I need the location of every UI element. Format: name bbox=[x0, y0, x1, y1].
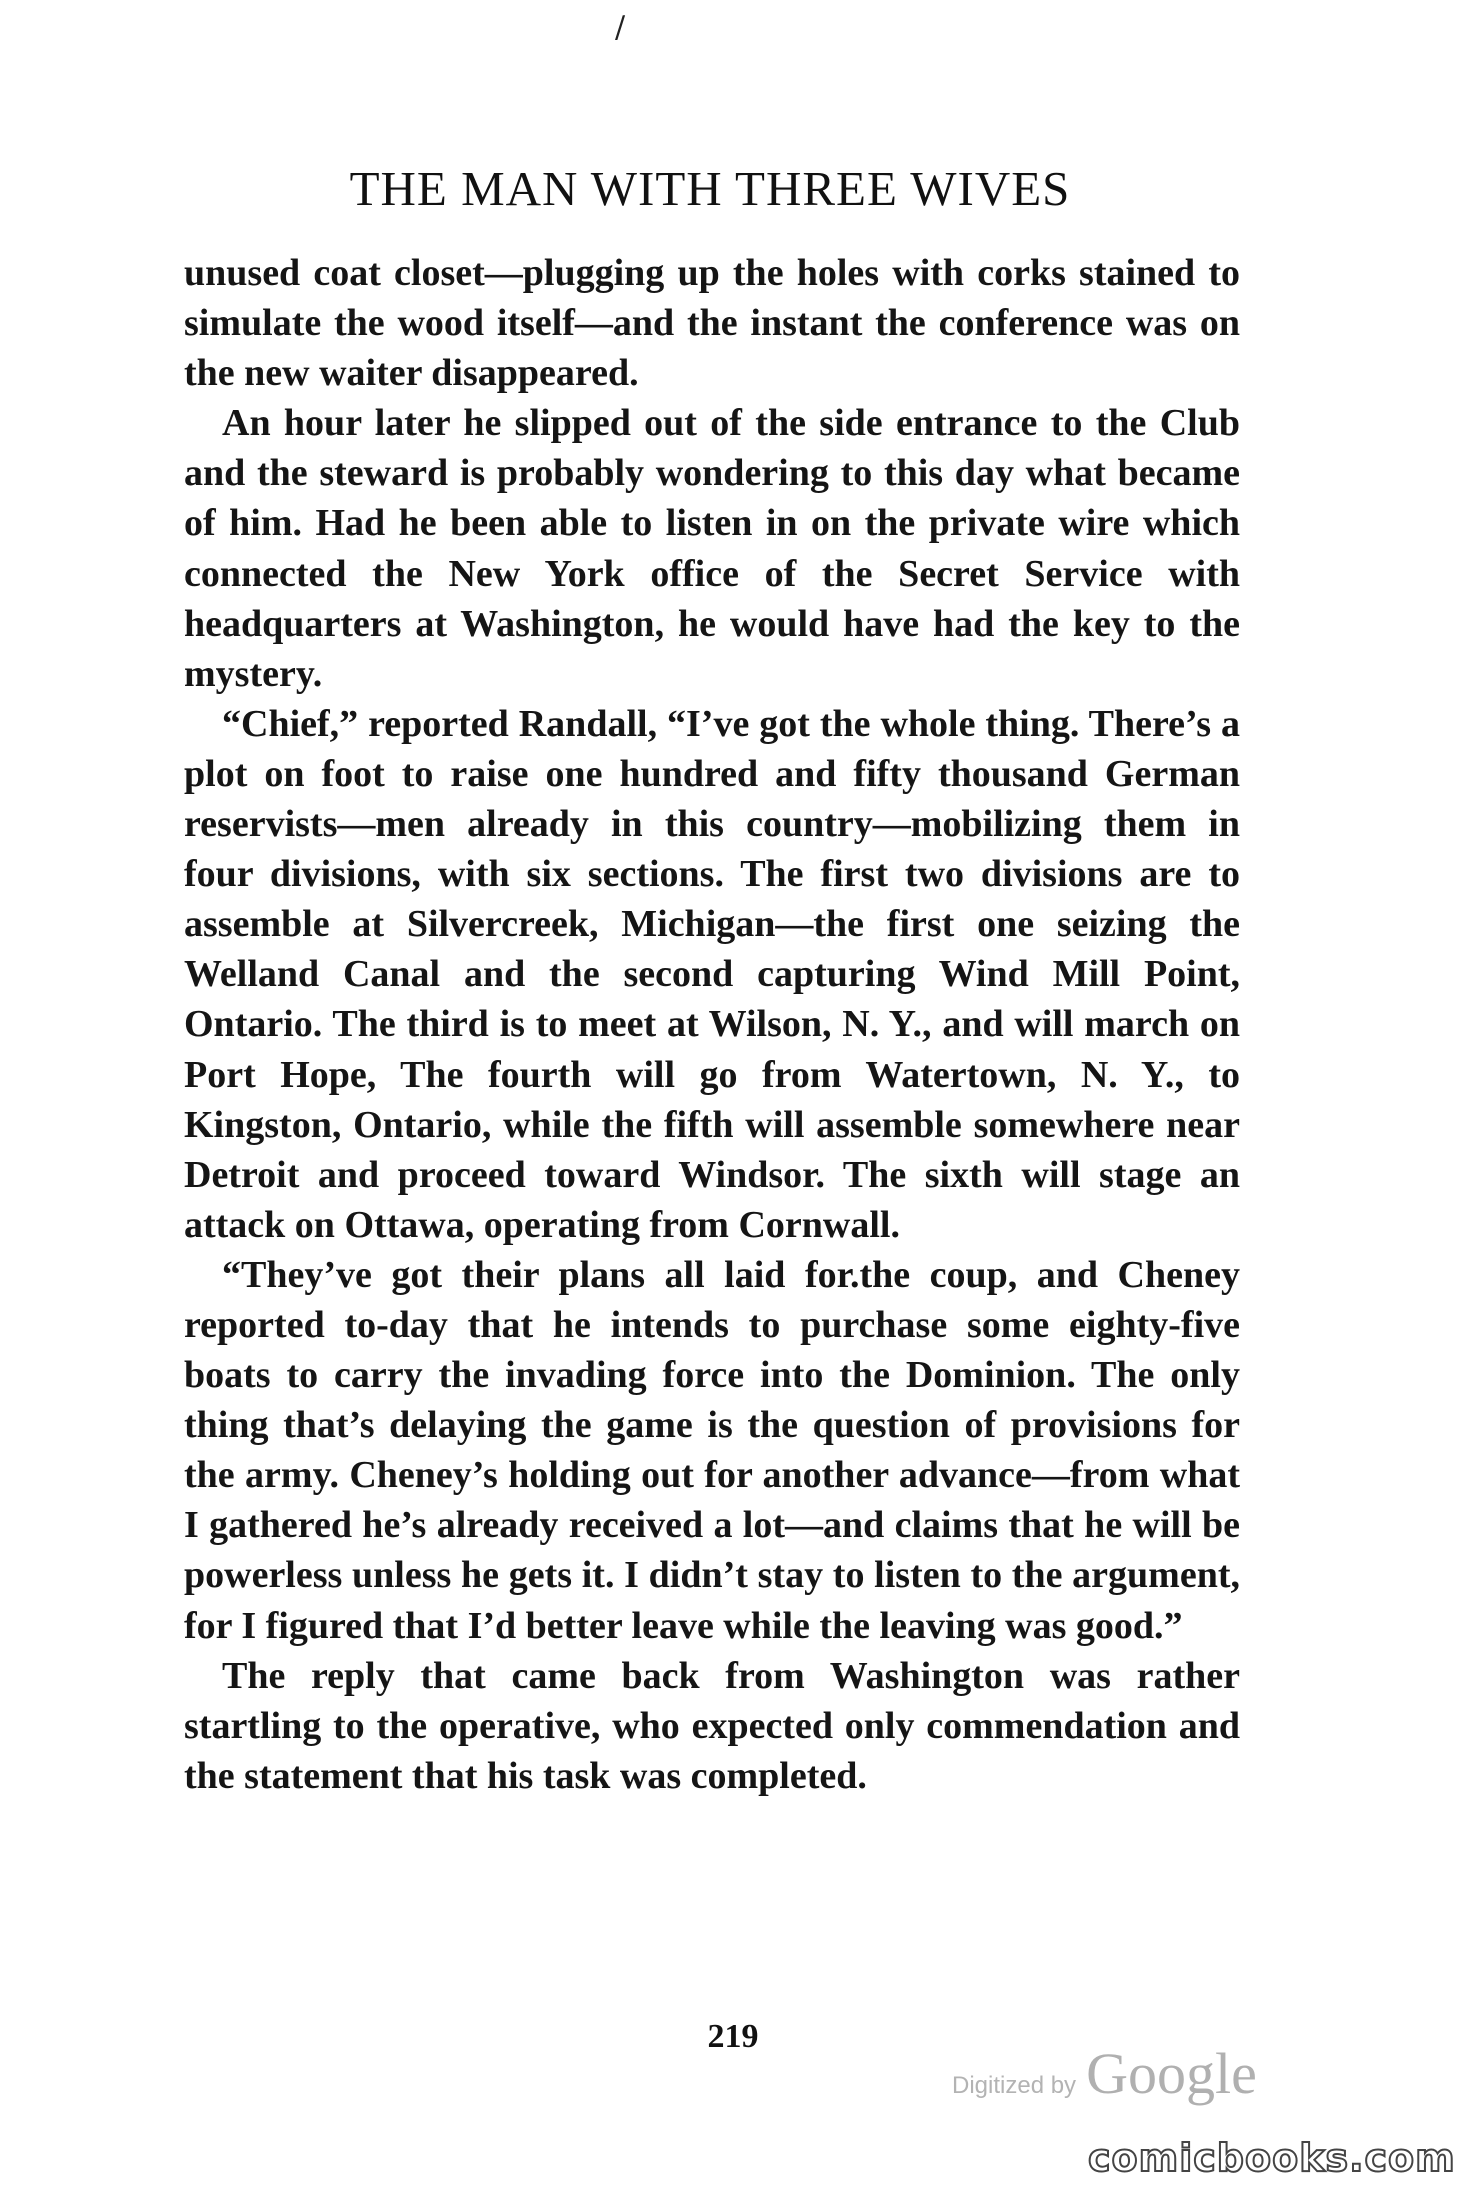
running-head: THE MAN WITH THREE WIVES bbox=[349, 161, 1071, 216]
digitized-label: Digitized by bbox=[952, 2072, 1077, 2099]
page-number: 219 bbox=[707, 2018, 759, 2055]
paragraph-1: unused coat closet—plugging up the holes with corks stained to simulate the wood itself—and the instant the conference was on the new waiter disappeared. bbox=[184, 252, 1240, 395]
body-text bbox=[184, 248, 1240, 1801]
digitized-by-google-mark bbox=[952, 2040, 1257, 2107]
paragraph-5: The reply that came back from Washington was rather startling to the operative, who expected only commendation and the statement that his task was completed. bbox=[184, 1654, 1240, 1797]
stray-ink-mark: / bbox=[615, 10, 626, 45]
google-logo-text: Google bbox=[1086, 2041, 1257, 2106]
paragraph-4: “They’ve got their plans all laid for.the coup, and Cheney reported to-day that he intends to purchase some eighty-five boats to carry the invading force into the Dominion. The only thing that’s delaying the game is the question of provisions for the army. Cheney’s holding out for another advance—from what I gathered he’s already received a lot—and claims that he will be powerless unless he gets it. I didn’t stay to listen to the argument, for I figured that I’d better leave while the leaving was good.” bbox=[184, 1253, 1240, 1647]
paragraph-3: “Chief,” reported Randall, “I’ve got the whole thing. There’s a plot on foot to raise one hundred and fifty thousand German reservists—men already in this country—mobilizing them in four divisions, with six sections. The first two divisions are to assemble at Silvercreek, Michigan—the first one seizing the Welland Canal and the second capturing Wind Mill Point, Ontario. The third is to meet at Wilson, N. Y., and will march on Port Hope, The fourth will go from Watertown, N. Y., to Kingston, Ontario, while the fifth will assemble somewhere near Detroit and proceed toward Windsor. The sixth will stage an attack on Ottawa, operating from Cornwall. bbox=[184, 702, 1240, 1246]
paragraph-2: An hour later he slipped out of the side entrance to the Club and the steward is probably wondering to this day what became of him. Had he been able to listen in on the private wire which connected the New York office of the Secret Service with headquarters at Washington, he would have had the key to the mystery. bbox=[184, 402, 1240, 695]
site-watermark: comicbooks.com bbox=[1088, 2136, 1456, 2180]
